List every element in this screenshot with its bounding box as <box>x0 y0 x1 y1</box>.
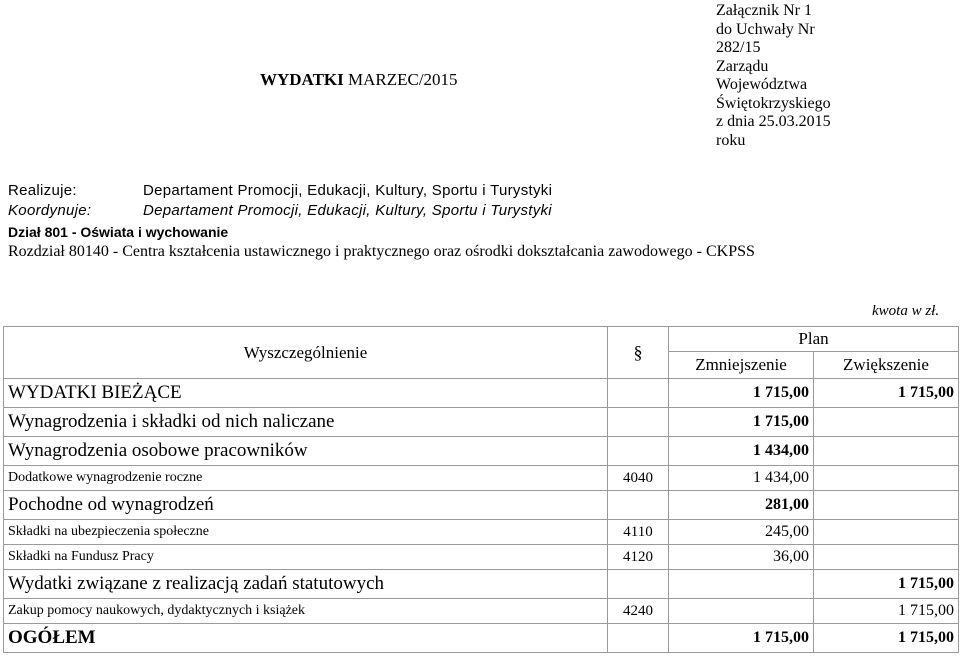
koordynuje-value: Departament Promocji, Edukacji, Kultury, Sportu i Turystyki <box>143 202 552 219</box>
realizuje-value: Departament Promocji, Edukacji, Kultury, Sportu i Turystyki <box>143 182 553 199</box>
row-increase <box>814 437 959 466</box>
col-header-increase: Zwiększenie <box>814 352 959 379</box>
row-increase: 1 715,00 <box>814 570 959 599</box>
amount-unit-note: kwota w zł. <box>872 303 940 319</box>
row-name: Wynagrodzenia osobowe pracowników <box>4 437 608 466</box>
row-decrease: 1 715,00 <box>669 624 814 653</box>
annex-line: Załącznik Nr 1 <box>716 2 812 19</box>
annex-note <box>716 2 856 150</box>
row-name: Pochodne od wynagrodzeń <box>4 491 608 520</box>
row-paragraph <box>608 437 669 466</box>
row-increase: 1 715,00 <box>814 624 959 653</box>
col-header-decrease: Zmniejszenie <box>669 352 814 379</box>
row-paragraph: 4120 <box>608 545 669 570</box>
row-increase <box>814 520 959 545</box>
row-decrease: 1 715,00 <box>669 379 814 408</box>
document-title <box>260 70 458 90</box>
row-paragraph <box>608 624 669 653</box>
row-paragraph: 4240 <box>608 599 669 624</box>
row-decrease: 1 715,00 <box>669 408 814 437</box>
rozdzial-heading: Rozdział 80140 - Centra kształcenia ustawicznego i praktycznego oraz ośrodki dokształcania zawodowego - CKPSS <box>8 243 755 260</box>
row-name: OGÓŁEM <box>4 624 608 653</box>
annex-line: Zarządu <box>716 57 769 75</box>
row-decrease: 1 434,00 <box>669 437 814 466</box>
row-name: Wynagrodzenia i składki od nich naliczane <box>4 408 608 437</box>
row-paragraph <box>608 408 669 437</box>
row-paragraph <box>608 570 669 599</box>
row-decrease: 1 434,00 <box>669 466 814 491</box>
row-name: Składki na ubezpieczenia społeczne <box>4 520 608 545</box>
row-name: WYDATKI BIEŻĄCE <box>4 379 608 408</box>
annex-line: Świętokrzyskiego <box>716 94 831 112</box>
row-increase <box>814 408 959 437</box>
row-name: Wydatki związane z realizacją zadań statutowych <box>4 570 608 599</box>
row-decrease <box>669 599 814 624</box>
row-name: Zakup pomocy naukowych, dydaktycznych i książek <box>4 599 608 624</box>
row-decrease <box>669 570 814 599</box>
table-row <box>4 491 959 520</box>
row-increase <box>814 545 959 570</box>
annex-line: 282/15 <box>716 39 761 56</box>
table-row-total <box>4 624 959 653</box>
table-row <box>4 570 959 599</box>
row-increase <box>814 466 959 491</box>
row-increase <box>814 491 959 520</box>
annex-line: z dnia 25.03.2015 <box>716 113 831 130</box>
col-header-plan: Plan <box>669 327 959 352</box>
koordynuje-label: Koordynuje: <box>8 202 92 219</box>
row-increase: 1 715,00 <box>814 599 959 624</box>
table-row <box>4 437 959 466</box>
table-header-row <box>4 327 959 352</box>
row-paragraph <box>608 379 669 408</box>
budget-table <box>3 326 959 653</box>
title-bold: WYDATKI <box>260 70 344 89</box>
row-name: Składki na Fundusz Pracy <box>4 545 608 570</box>
table-row <box>4 466 959 491</box>
row-paragraph: 4110 <box>608 520 669 545</box>
table-row <box>4 379 959 408</box>
table-row <box>4 408 959 437</box>
row-paragraph <box>608 491 669 520</box>
dzial-heading: Dział 801 - Oświata i wychowanie <box>8 224 229 240</box>
annex-line: Województwa <box>716 76 808 93</box>
row-name: Dodatkowe wynagrodzenie roczne <box>4 466 608 491</box>
row-decrease: 36,00 <box>669 545 814 570</box>
table-row <box>4 520 959 545</box>
col-header-paragraph: § <box>608 327 669 379</box>
row-decrease: 245,00 <box>669 520 814 545</box>
table-row <box>4 599 959 624</box>
col-header-description: Wyszczególnienie <box>4 327 608 379</box>
row-decrease: 281,00 <box>669 491 814 520</box>
table-row <box>4 545 959 570</box>
row-paragraph: 4040 <box>608 466 669 491</box>
row-increase: 1 715,00 <box>814 379 959 408</box>
annex-line: do Uchwały Nr <box>716 20 815 38</box>
title-rest: MARZEC/2015 <box>343 70 458 89</box>
realizuje-label: Realizuje: <box>8 182 77 199</box>
annex-line: roku <box>716 131 746 149</box>
